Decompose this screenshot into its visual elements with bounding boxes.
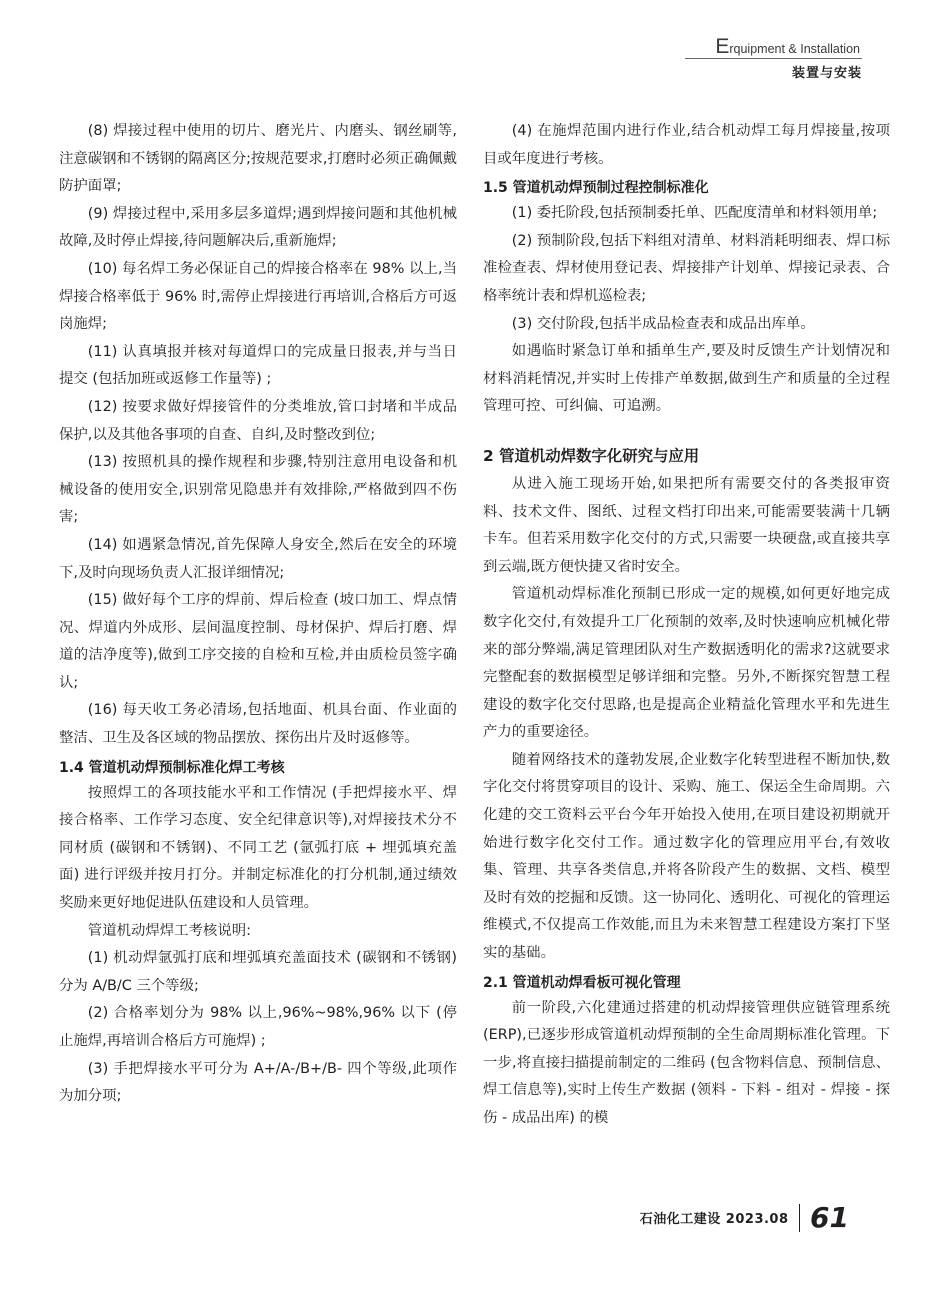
subsection-heading: 1.5 管道机动焊预制过程控制标准化 — [483, 180, 709, 197]
paragraph: (2) 合格率划分为 98% 以上,96%~98%,96% 以下 (停止施焊,再培训合格后方可施焊) ; — [59, 1005, 457, 1049]
paragraph: (2) 预制阶段,包括下料组对清单、材料消耗明细表、焊口标准检查表、焊材使用登记表、焊接排产计划单、焊接记录表、合格率统计表和焊机巡检表; — [483, 232, 890, 304]
paragraph: (8) 焊接过程中使用的切片、磨光片、内磨头、钢丝刷等,注意碳钢和不锈钢的隔离区分;按规范要求,打磨时必须正确佩戴防护面罩; — [59, 123, 457, 195]
left-column — [59, 118, 457, 1111]
paragraph: (1) 委托阶段,包括预制委托单、匹配度清单和材料领用单; — [511, 205, 878, 222]
running-header — [685, 35, 862, 81]
paragraph: (16) 每天收工务必清场,包括地面、机具台面、作业面的整洁、卫生及各区域的物品摆放、探伤出片及时返修等。 — [59, 702, 457, 747]
paragraph: 前一阶段,六化建通过搭建的机动焊接管理供应链管理系统 (ERP),已逐步形成管道机动焊预制的全生命周期标准化管理。下一步,将直接扫描提前制定的二维码 (包含物料信息、预制信息、焊工信息等),实时上传生产数据 (领料 - 下料 - 组对 - 焊接 - 探伤 - 成品出库) 的模 — [483, 999, 890, 1126]
paragraph: 管道机动焊焊工考核说明: — [87, 922, 251, 939]
paragraph: (9) 焊接过程中,采用多层多道焊;遇到焊接问题和其他机械故障,及时停止焊接,待问题解决后,重新施焊; — [59, 205, 457, 250]
paragraph: 随着网络技术的蓬勃发展,企业数字化转型进程不断加快,数字化交付将贯穿项目的设计、采购、施工、保运全生命周期。六化建的交工资料云平台今年开始投入使用,在项目建设初期就开始进行数字化交付工作。通过数字化的管理应用平台,有效收集、管理、共享各类信息,并将各阶段产生的数据、文档、模型及时有效的挖掘和反馈。这一协同化、透明化、可视化的管理运维模式,不仅提高工作效能,而且为未来智慧工程建设方案打下坚实的基础。 — [483, 751, 890, 962]
paragraph: (4) 在施焊范围内进行作业,结合机动焊工每月焊接量,按项目或年度进行考核。 — [483, 123, 890, 167]
paragraph: (15) 做好每个工序的焊前、焊后检查 (坡口加工、焊点情况、焊道内外成形、层间温度控制、母材保护、焊后打磨、焊道的洁净度等),做到工序交接的自检和互检,并由质检员签字确认; — [59, 592, 457, 691]
page-number: 61 — [810, 1201, 849, 1234]
paragraph: (3) 交付阶段,包括半成品检查表和成品出库单。 — [511, 315, 815, 332]
header-chinese-title: 装置与安装 — [791, 66, 862, 81]
paragraph: 如遇临时紧急订单和插单生产,要及时反馈生产计划情况和材料消耗情况,并实时上传排产单数据,做到生产和质量的全过程管理可控、可纠偏、可追溯。 — [483, 343, 890, 415]
section-heading: 2 管道机动焊数字化研究与应用 — [483, 446, 700, 465]
paragraph: 从进入施工现场开始,如果把所有需要交付的各类报审资料、技术文件、图纸、过程文档打印出来,可能需要装满十几辆卡车。但若采用数字化交付的方式,只需要一块硬盘,或直接共享到云端,既方便快捷又省时安全。 — [483, 475, 890, 575]
paragraph: (1) 机动焊氩弧打底和埋弧填充盖面技术 (碳钢和不锈钢) 分为 A/B/C 三个等级; — [59, 950, 457, 994]
paragraph: (13) 按照机具的操作规程和步骤,特别注意用电设备和机械设备的使用安全,识别常见隐患并有效排除,严格做到四不伤害; — [59, 454, 457, 526]
paragraph: (11) 认真填报并核对每道焊口的完成量日报表,并与当日提交 (包括加班或返修工作量等) ; — [59, 343, 457, 388]
journal-name: 石油化工建设 2023.08 — [639, 1212, 789, 1227]
paragraph: (10) 每名焊工务必保证自己的焊接合格率在 98% 以上,当焊接合格率低于 96% 时,需停止焊接进行再培训,合格后方可返岗施焊; — [59, 260, 457, 333]
header-initial: E — [715, 35, 730, 58]
header-english-rest: rquipment & Installation — [729, 42, 860, 56]
subsection-heading: 1.4 管道机动焊预制标准化焊工考核 — [59, 759, 285, 776]
paragraph: (12) 按要求做好焊接管件的分类堆放,管口封堵和半成品保护,以及其他各事项的自查、自纠,及时整改到位; — [59, 398, 457, 443]
header-english-title — [685, 35, 862, 59]
right-column — [483, 118, 890, 1133]
subsection-heading: 2.1 管道机动焊看板可视化管理 — [483, 974, 681, 991]
page-footer — [640, 1201, 849, 1234]
paragraph: (14) 如遇紧急情况,首先保障人身安全,然后在安全的环境下,及时向现场负责人汇报详细情况; — [59, 536, 457, 581]
footer-divider — [799, 1204, 801, 1232]
paragraph: (3) 手把焊接水平可分为 A+/A-/B+/B- 四个等级,此项作为加分项; — [59, 1060, 457, 1105]
paragraph: 按照焊工的各项技能水平和工作情况 (手把焊接水平、焊接合格率、工作学习态度、安全纪律意识等),对焊接技术分不同材质 (碳钢和不锈钢)、不同工艺 (氩弧打底 + 埋弧填充盖面) 进行评级并按月打分。并制定标准化的打分机制,通过绩效奖励来更好地促进队伍建设和人员管理。 — [59, 784, 457, 912]
paragraph: 管道机动焊标准化预制已形成一定的规模,如何更好地完成数字化交付,有效提升工厂化预制的效率,及时快速响应机械化带来的部分弊端,满足管理团队对生产数据透明化的需求?这就要求完整配套的数据模型足够详细和完整。另外,不断探究智慧工程建设的数字化交付思路,也是提高企业精益化管理水平和先进生产力的重要途径。 — [483, 586, 890, 741]
